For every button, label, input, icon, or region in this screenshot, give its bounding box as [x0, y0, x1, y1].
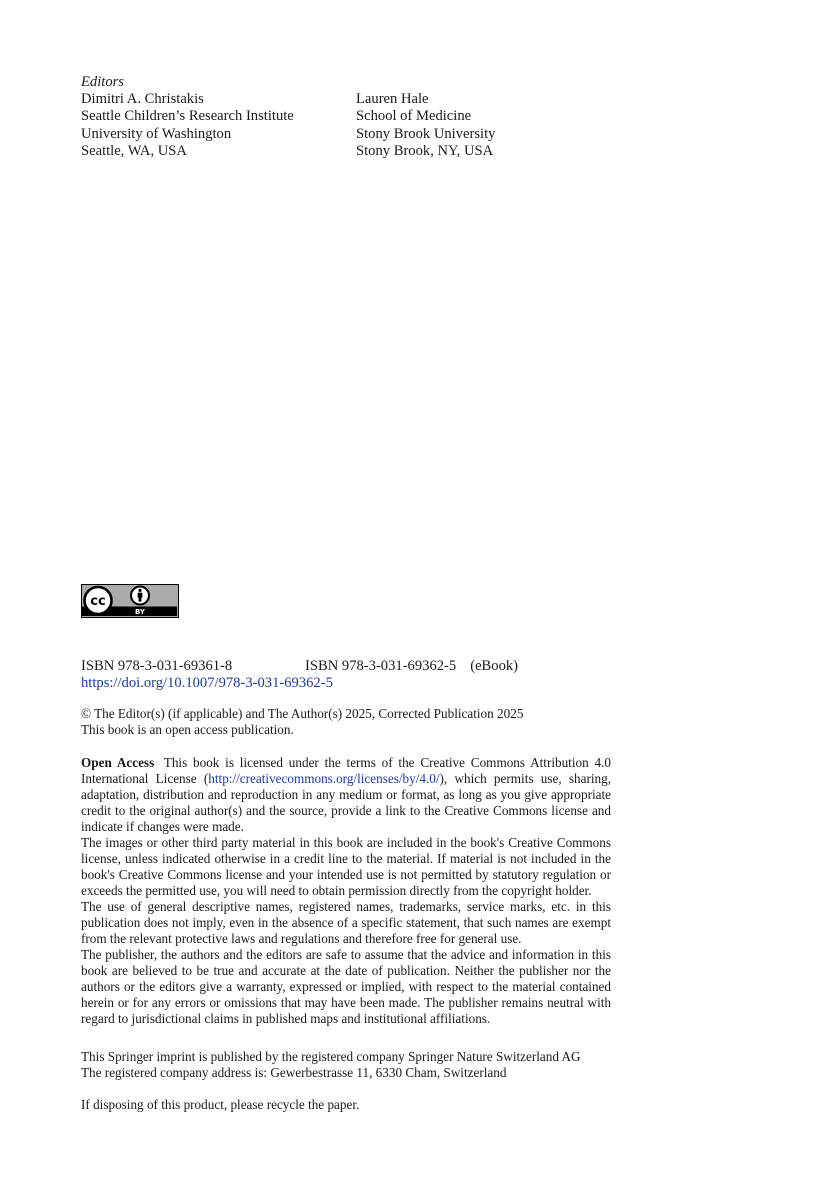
recycle-note: If disposing of this product, please recycle the paper.	[81, 1097, 360, 1112]
cc-by-license-badge	[81, 584, 179, 618]
license-paragraph	[81, 755, 611, 835]
open-access-heading: Open Access	[81, 755, 155, 770]
copyright-line: © The Editor(s) (if applicable) and The Author(s) 2025, Corrected Publication 2025	[81, 706, 524, 721]
editor-grid	[81, 91, 631, 160]
editor-institution: Seattle Children’s Research Institute	[81, 108, 294, 125]
license-text: This book is licensed under the terms of the Creative Commons Attribution 4.0 International License (	[81, 755, 611, 786]
imprint-line: This Springer imprint is published by the registered company Springer Nature Switzerland AG	[81, 1049, 581, 1064]
editor-name: Dimitri A. Christakis	[81, 91, 204, 108]
editors-block	[81, 74, 631, 160]
svg-text:cc: cc	[90, 594, 106, 610]
isbn-block	[81, 658, 518, 692]
isbn-print: ISBN 978-3-031-69361-8	[81, 658, 233, 674]
disclaimer-paragraph: The publisher, the authors and the editors are safe to assume that the advice and information in this book are believed to be true and accurate at the date of publication. Neither the publisher nor the authors or the editors give a warranty, expressed or implied, with respect to the material contained herein or for any errors or omissions that may have been made. The publisher remains neutral with regard to jurisdictional claims in published maps and institutional affiliations.	[81, 947, 611, 1026]
license-text: ), which permits use, sharing, adaptation, distribution and reproduction in any medium or format, as long as you give appropriate credit to the original author(s) and the source, provide a link to the Creative Commons license and indicate if changes were made.	[81, 771, 611, 834]
license-block	[81, 755, 611, 1027]
isbn-ebook: ISBN 978-3-031-69362-5	[305, 658, 457, 674]
license-link[interactable]: http://creativecommons.org/licenses/by/4.0/	[208, 771, 440, 786]
editor-university: University of Washington	[81, 125, 232, 142]
open-access-note: This book is an open access publication.	[81, 722, 294, 737]
imprint-block	[81, 1049, 581, 1081]
trademarks-paragraph: The use of general descriptive names, registered names, trademarks, service marks, etc. in this publication does not imply, even in the absence of a specific statement, that such names are exempt from the relevant protective laws and regulations and therefore free for general use.	[81, 899, 611, 946]
by-person-icon	[131, 587, 149, 605]
editor-location: Seattle, WA, USA	[81, 142, 187, 159]
editor-left	[81, 91, 356, 160]
editor-name: Lauren Hale	[356, 91, 429, 108]
editors-label: Editors	[81, 74, 124, 90]
doi-link[interactable]: https://doi.org/10.1007/978-3-031-69362-5	[81, 675, 333, 692]
editor-institution: School of Medicine	[356, 108, 472, 125]
editor-location: Stony Brook, NY, USA	[356, 142, 494, 159]
address-line: The registered company address is: Gewerbestrasse 11, 6330 Cham, Switzerland	[81, 1065, 507, 1080]
cc-icon	[85, 587, 112, 614]
copyright-block	[81, 706, 523, 738]
editor-university: Stony Brook University	[356, 125, 496, 142]
isbn-ebook-label: (eBook)	[470, 658, 519, 674]
editor-right	[356, 91, 631, 160]
third-party-paragraph: The images or other third party material in this book are included in the book's Creative Commons license, unless indicated otherwise in a credit line to the material. If material is not included in the book's Creative Commons license and your intended use is not permitted by statutory regulation or exceeds the permitted use, you will need to obtain permission directly from the copyright holder.	[81, 835, 611, 898]
isbn-row	[81, 658, 518, 675]
by-label: BY	[134, 608, 146, 616]
